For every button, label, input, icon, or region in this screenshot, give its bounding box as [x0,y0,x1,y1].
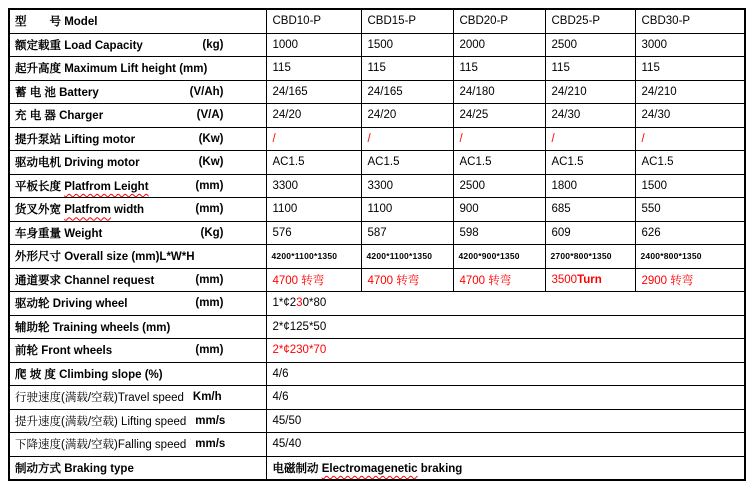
row-label-main: 起升高度 Maximum Lift height (mm) [15,63,208,76]
spec-cell: 626 [635,221,745,245]
row-label-text [15,413,186,429]
spec-cell: 2900 转弯 [635,268,745,292]
spec-cell: 24/25 [453,104,545,128]
spec-cell-segment: 电磁制动 [272,462,322,475]
spec-cell: 115 [361,57,453,81]
spec-cell-merged: 45/40 [266,433,745,457]
spec-cell-merged: 2*¢230*70 [266,339,745,363]
spec-cell: 115 [453,57,545,81]
spec-cell: 4700 转弯 [453,268,545,292]
row-label [9,315,266,339]
spec-cell: 685 [545,198,635,222]
row-unit: (mm) [195,179,224,192]
spec-cell: CBD25-P [545,9,635,33]
spec-cell: 4700 转弯 [361,268,453,292]
row-label-text [15,107,103,123]
spec-cell: / [635,127,745,151]
spec-cell: AC1.5 [635,151,745,175]
row-unit: (mm) [195,203,224,216]
row-label [9,80,266,104]
spec-cell: 115 [545,57,635,81]
spec-cell: CBD30-P [635,9,745,33]
row-label-content [10,366,266,382]
row-label-main: 提升速度(满载/空载) Lifting speed [15,415,187,428]
row-label-content [10,37,266,53]
row-label [9,386,266,410]
spec-cell: 1100 [361,198,453,222]
row-label-text [15,154,140,170]
spec-cell: 550 [635,198,745,222]
spec-cell: 609 [545,221,635,245]
row-label-content [10,201,266,217]
row-label-content [10,84,266,100]
row-label-text [15,436,186,452]
spec-cell: 598 [453,221,545,245]
spec-cell-segment: Electromagenetic [321,462,418,475]
row-label-content [10,460,266,476]
spec-cell: 2700*800*1350 [545,245,635,269]
row-label-text [15,389,184,405]
row-label-text [15,248,195,264]
row-label-main: 型 号 Model [15,16,98,29]
spec-cell: AC1.5 [361,151,453,175]
spec-cell: CBD15-P [361,9,453,33]
table-row [9,409,745,433]
row-label-text [15,272,154,288]
spec-cell-segment: Turn [577,273,602,286]
spec-cell-merged: 4/6 [266,362,745,386]
row-label-text [15,131,135,147]
row-label-content [10,131,266,147]
table-row [9,174,745,198]
spec-cell-merged: 4/6 [266,386,745,410]
row-unit: (mm) [195,273,224,286]
spec-cell-segment: braking [417,462,463,475]
row-unit: (mm) [195,344,224,357]
row-unit: (Kw) [198,156,224,169]
spec-cell-segment: 3 [296,297,303,310]
spec-cell-merged: 45/50 [266,409,745,433]
spec-cell: 24/30 [545,104,635,128]
spec-cell-merged [266,292,745,316]
spec-cell: 576 [266,221,361,245]
spec-cell: 24/165 [361,80,453,104]
row-label-main: 制动方式 Braking type [15,462,134,475]
table-row [9,57,745,81]
row-label [9,9,266,33]
row-label-content [10,178,266,194]
row-label [9,174,266,198]
row-label-text [15,225,102,241]
row-label-main: 下降速度(满载/空载)Falling speed [15,439,187,452]
spec-cell [545,268,635,292]
row-label-text [15,295,127,311]
row-label-main: 外形尺寸 Overall size (mm)L*W*H [15,251,195,264]
row-label-text [15,342,112,358]
row-label-main: 前轮 Front wheels [15,345,113,358]
spec-cell: 2400*800*1350 [635,245,745,269]
table-row [9,456,745,480]
spec-cell: 1800 [545,174,635,198]
row-unit: Km/h [192,391,222,404]
row-label-text [15,201,144,217]
spec-cell: 24/210 [545,80,635,104]
table-row [9,292,745,316]
spec-cell: 3300 [361,174,453,198]
spec-cell: 24/20 [266,104,361,128]
spec-cell: / [545,127,635,151]
spec-cell: 4200*1100*1350 [266,245,361,269]
row-label-text [15,319,170,335]
spec-cell: CBD10-P [266,9,361,33]
row-unit: (Kg) [200,226,224,239]
table-row [9,104,745,128]
row-label [9,57,266,81]
row-unit: (Kw) [198,132,224,145]
row-label-misspelled: Platfrom Leight [64,180,149,193]
row-label-content [10,248,266,264]
row-label [9,456,266,480]
spec-cell-segment: 0*80 [302,297,327,310]
table-row [9,268,745,292]
table-row [9,151,745,175]
spec-cell: / [266,127,361,151]
row-label-text [15,37,143,53]
row-label-content [10,389,266,405]
spec-cell: / [453,127,545,151]
row-label [9,362,266,386]
spec-cell-merged: 2*¢125*50 [266,315,745,339]
row-label-text [15,460,134,476]
spec-cell: 4200*900*1350 [453,245,545,269]
spec-table-body [9,9,745,480]
spec-cell: 24/165 [266,80,361,104]
spec-cell: 4200*1100*1350 [361,245,453,269]
row-label-main: 辅助轮 Training wheels (mm) [15,321,171,334]
spec-cell-segment: 1*¢2 [272,297,297,310]
table-row [9,386,745,410]
row-label-tail: width [110,204,145,217]
spec-table [8,8,746,481]
table-row [9,127,745,151]
spec-cell: 115 [266,57,361,81]
row-label-main: 通道要求 Channel request [15,274,155,287]
spec-cell: AC1.5 [453,151,545,175]
row-label-main: 蓄 电 池 Battery [15,86,99,99]
row-label [9,409,266,433]
row-label-text [15,13,97,29]
table-row [9,433,745,457]
row-label-text [15,366,163,382]
row-label [9,33,266,57]
spec-cell: 2500 [545,33,635,57]
row-unit: mm/s [195,438,226,451]
spec-cell: 900 [453,198,545,222]
row-label-main: 平板长度 [15,180,65,193]
table-row [9,9,745,33]
table-row [9,33,745,57]
row-label [9,221,266,245]
row-unit: mm/s [195,414,226,427]
spec-cell: 4700 转弯 [266,268,361,292]
spec-cell: 1000 [266,33,361,57]
row-label [9,245,266,269]
row-label-main: 货叉外宽 [15,204,65,217]
row-label [9,127,266,151]
table-row [9,339,745,363]
row-label [9,433,266,457]
row-label-content [10,272,266,288]
row-label-content [10,13,266,29]
spec-cell-merged [266,456,745,480]
spec-cell: 24/30 [635,104,745,128]
row-label-main: 行驶速度(满载/空载)Travel speed [15,392,184,405]
row-unit: (V/Ah) [189,85,224,98]
row-label-main: 驱动轮 Driving wheel [15,298,128,311]
spec-cell: 1500 [635,174,745,198]
spec-cell: 115 [635,57,745,81]
spec-cell: 24/180 [453,80,545,104]
spec-cell: 2500 [453,174,545,198]
row-label-content [10,154,266,170]
row-label [9,104,266,128]
spec-cell: 24/210 [635,80,745,104]
spec-cell: 3300 [266,174,361,198]
table-row [9,245,745,269]
table-row [9,198,745,222]
spec-cell: 1100 [266,198,361,222]
spec-cell: 587 [361,221,453,245]
table-row [9,80,745,104]
row-label-misspelled: Platfrom [64,204,111,217]
row-label-content [10,60,266,76]
row-label [9,292,266,316]
row-unit: (mm) [195,297,224,310]
row-label-content [10,342,266,358]
spec-cell: CBD20-P [453,9,545,33]
table-row [9,221,745,245]
row-label-text [15,84,99,100]
row-label [9,151,266,175]
row-unit: (kg) [202,38,224,51]
row-unit: (V/A) [196,109,224,122]
spec-cell: 1500 [361,33,453,57]
row-label-main: 额定载重 Load Capacity [15,39,143,52]
row-label-main: 充 电 器 Charger [15,110,104,123]
row-label-content [10,319,266,335]
spec-cell: 24/20 [361,104,453,128]
row-label-content [10,225,266,241]
row-label-main: 车身重量 Weight [15,227,103,240]
row-label [9,198,266,222]
table-row [9,315,745,339]
row-label-main: 爬 坡 度 Climbing slope (%) [15,368,163,381]
spec-cell: 3000 [635,33,745,57]
row-label [9,339,266,363]
row-label-text [15,178,149,194]
row-label-main: 提升泵站 Lifting motor [15,133,136,146]
row-label-content [10,107,266,123]
row-label-content [10,436,266,452]
row-label-content [10,295,266,311]
row-label-text [15,60,207,76]
row-label [9,268,266,292]
spec-cell-segment: 3500 [551,273,578,286]
spec-cell: 2000 [453,33,545,57]
spec-cell: AC1.5 [266,151,361,175]
table-row [9,362,745,386]
spec-cell: / [361,127,453,151]
spec-cell: AC1.5 [545,151,635,175]
row-label-content [10,413,266,429]
row-label-main: 驱动电机 Driving motor [15,157,140,170]
